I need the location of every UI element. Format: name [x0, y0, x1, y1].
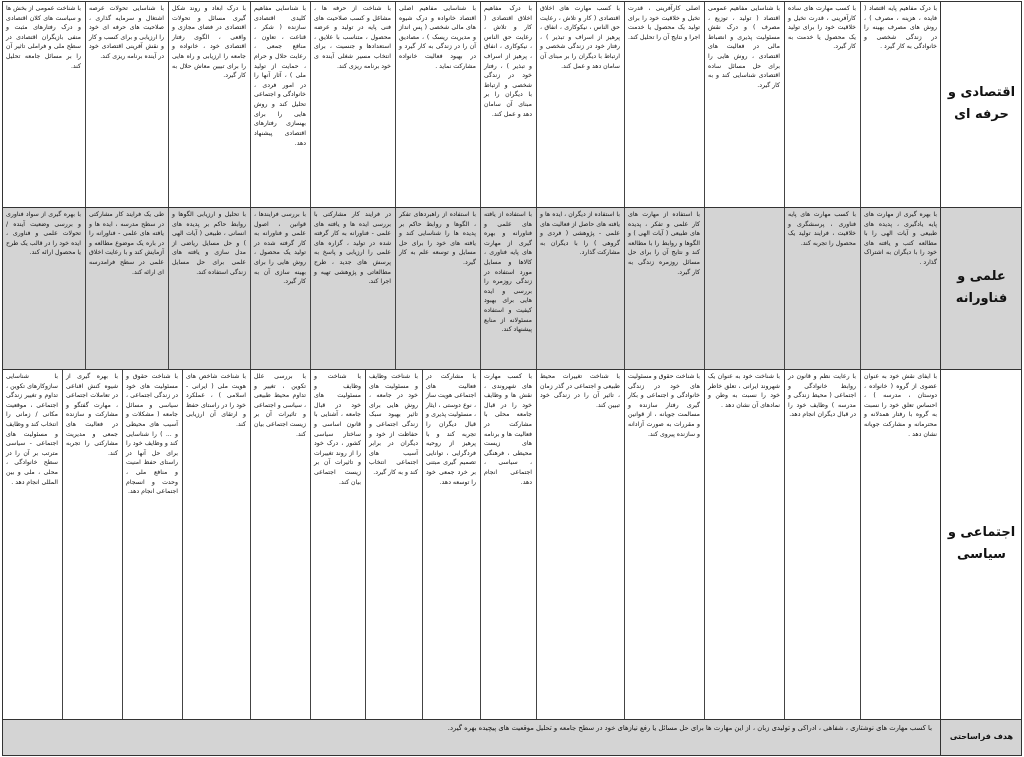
objective-cell: با کسب مهارت های شهروندی ، نقش ها و وظایف خود را در قبال جامعه محلی با مشارکت در فعالیت ها و برنامه های زیست محیطی ، فرهنگی ، سیاسی ، اجتماعی انجام دهد.	[480, 369, 536, 719]
objective-cell: با شناسایی مفاهیم اصلی اقتصاد خانواده و درک شیوه های مالی شخصی ( پس انداز و مدیریت ریسک ) ، مصادیق آن را در زندگی به کار گیرد و در بهبود فعالیت خانواده مشارکت نماید .	[395, 1, 480, 207]
objective-cell: با شناخت و وظایف و مسئولیت های خود در قبال جامعه ، آشنایی با قانون اساسی و ساختار سیاسی کشور ، درک خود را از روند تغییرات و تاثیرات آن بر زیست اجتماعی بیان کند.	[310, 369, 365, 719]
objective-cell: با بهره گیری از سواد فناوری و بررسی وضعیت آینده / تحولات علمی و فناوری ، ایده خود را در قالب یک طرح یا محصول ارائه کند.	[2, 207, 85, 369]
row-label-scientific: علمی و فناورانه	[940, 207, 1022, 369]
objective-cell: با بررسی فرایندها ، قوانین ، اصول علمی و فناورانه به کار گرفته شده در تولید یک محصول ، روش هایی را برای بهینه سازی آن به کار گیرد.	[250, 207, 310, 369]
objective-cell	[704, 207, 784, 369]
objective-cell: با درک ابعاد و روند شکل گیری مسائل و تحولات اقتصادی در فضای مجازی و واقعی ، الگوی رفتار اقتصادی خود ، خانواده و جامعه را ارزیابی و راه هایی را برای تبیین معاش حلال به کار گیرد.	[168, 1, 250, 207]
row-divider	[2, 207, 1022, 208]
objective-cell	[0, 369, 2, 719]
objective-cell: با شناخت عمومی از بخش ها و سیاست های کلان اقتصادی و درک رفتارهای مثبت و منفی بازیگران اقتصادی در سطح ملی و فراملی تاثیر آن را بر مسائل جامعه تحلیل کند.	[2, 1, 85, 207]
objective-cell: با شناسایی مفاهیم کلیدی اقتصادی سازنده ( شکر ، قناعت ، تعاون ، منافع جمعی ، رعایت حلال و حرام ، حمایت از تولید ملی ) ، آثار آنها را در امور فردی ، خانوادگی و اجتماعی تحلیل کند و روش هایی را برای بهسازی رفتارهای اقتصادی پیشنهاد دهد.	[250, 1, 310, 207]
objective-cell: با استفاده از مهارت های کار علمی و تفکر ، پدیده های طبیعی ( آیات الهی ) و الگوها و روابط را با مطالعه کند و نتایج آن را برای حل مسائل روزمره زندگی به کار گیرد.	[624, 207, 704, 369]
row-label-social: اجتماعی و سیاسی	[940, 369, 1022, 719]
row-divider	[2, 369, 1022, 370]
objective-cell: در فرایند کار مشارکتی با بررسی ایده ها و یافته های علمی - فناورانه به کار گرفته شده در تولید ، گزاره های علمی را ارزیابی و پاسخ به پرسش های جدید ، طرح مطالعاتی و پژوهشی تهیه و اجرا کند.	[310, 207, 395, 369]
row-social	[2, 369, 1022, 719]
objective-cell: طی یک فرایند کار مشارکتی در سطح مدرسه ، ایده ها و یافته های علمی - فناورانه را در باره یک موضوع مطالعه و آزمایش کند و با رعایت اخلاق علمی در سطح فرامدرسه ای ارائه کند.	[85, 207, 168, 369]
goal-label: هدف فراساحتی	[940, 719, 1022, 756]
objective-cell: با شناخت حقوق و مسئولیت های خود در زندگی خانوادگی و اجتماعی و بکار گیری رفتار سازنده و مسالمت جویانه ، از قوانین و مقررات به صورت آزادانه و سازنده پیروی کند.	[624, 369, 704, 719]
row-divider	[2, 719, 1022, 720]
objective-cell: با مشارکت در فعالیت های اجتماعی هویت ساز ، نوع دوستی ، ایثار ، مسئولیت پذیری و قبال دیگران را تجربه کند و با پرهیز از روحیه فردگرایی ، توانایی تصمیم گیری مبتنی بر خرد جمعی خود را توسعه دهد.	[422, 369, 480, 719]
row-goal	[2, 719, 1022, 756]
objective-cell: با ایفای نقش خود به عنوان عضوی از گروه ( خانواده ، دوستان ، مدرسه ) ، احساس تعلق خود را نسبت به گروه با رفتار همدلانه و محترمانه و مشارکت جویانه نشان دهد .	[860, 369, 941, 719]
objective-cell: با استفاده از راهبردهای تفکر ، الگوها و روابط حاکم بر پدیده ها را شناسایی کند و یافته های خود را برای حل مسایل و توسعه علم به کار گیرد.	[395, 207, 480, 369]
objective-cell: با کسب مهارت های ساده کارآفرینی ، قدرت تخیل و خلاقیت خود را برای تولید یک محصول یا خدمت به کار گیرد.	[784, 1, 860, 207]
objective-cell: با استفاده از دیگران ، ایده ها و یافته های حاصل از فعالیت های علمی - پژوهشی ( فردی و گروهی ) را با دیگران به مشارکت گذارد.	[536, 207, 624, 369]
objective-cell: با بررسی علل تکوین ، تغییر و تداوم محیط طبیعی ، سیاسی و اجتماعی و تاثیرات آن بر زیست اجتماعی بیان کند.	[250, 369, 310, 719]
objective-cell: با شناسایی مفاهیم عمومی اقتصاد ( تولید ، توزیع ، مصرف ) و درک نقش مسئولیت پذیری و انضباط مالی در فعالیت های اقتصادی ، روش هایی را برای حل مسائل ساده اقتصادی شناسایی کند و به کار گیرد.	[704, 1, 784, 207]
row-label-economic: اقتصادی و حرفه ای	[940, 1, 1022, 207]
objective-cell: با کسب مهارت های اخلاق اقتصادی ( کار و تلاش ، رعایت حق الناس ، نیکوکاری ، انفاق ، پرهیز از اسراف و تبذیر ) ، رفتار خود در زندگی شخصی و ارتباط با دیگران را بر مبنای آن سامان دهد و عمل کند.	[536, 1, 624, 207]
objective-cell: اصلی کارآفرینی ، قدرت تخیل و خلاقیت خود را برای تولید یک محصول یا خدمت اجرا و نتایج آن را تحلیل کند.	[624, 1, 704, 207]
row-economic	[2, 1, 1022, 207]
objective-cell: با بهره گیری از مهارت های پایه یادگیری ، پدیده های طبیعی و آیات الهی را با مطالعه کتب و یافته های خود را با دیگران به اشتراک گذارد .	[860, 207, 941, 369]
objective-cell: با شناخت شاخص های هویت ملی ( ایرانی - اسلامی ) ، عملکرد خود را در راستای حفظ و ارتقای آن ارزیابی کند.	[182, 369, 250, 719]
objective-cell: با درک مفاهیم پایه اقتصاد ( فایده ، هزینه ، مصرف ) ، روش های مصرف بهینه را در زندگی شخصی و خانوادگی به کار گیرد .	[860, 1, 941, 207]
objective-cell: با شناخت وظایف و مسئولیت های خود در جامعه ، روش هایی برای تاثیر بهبود سبک زندگی اجتماعی و حفاظت از خود و دیگران در برابر آسیب های اجتماعی انتخاب کند و به کار گیرد.	[365, 369, 422, 719]
objective-cell: با کسب مهارت های پایه فناوری ، پرسشگری و خلاقیت ، فرایند تولید یک محصول را تجربه کند.	[784, 207, 860, 369]
objective-cell: با شناسایی سازوکارهای تکوین ، تداوم و تغییر زندگی اجتماعی ، موقعیت مکانی / زمانی را انتخاب کند و وظایف و مسئولیت های اجتماعی - سیاسی مترتب بر آن را در سطح خانوادگی ، محلی ، ملی و بین المللی انجام دهد .	[2, 369, 62, 719]
objective-cell: با شناخت حقوق و مسئولیت های خود در زندگی اجتماعی ، سیاسی و مسائل جامعه ( مشکلات و آسیب های محیطی و ... ) را شناسایی کند و وظایف خود را برای حل آنها در راستای حفظ امنیت و منافع ملی ، وحدت و انسجام اجتماعی انجام دهد.	[122, 369, 182, 719]
objective-cell: با شناخت تغییرات محیط طبیعی و اجتماعی در گذر زمان ، تاثیر آن را در زندگی خود تبیین کند.	[536, 369, 624, 719]
row-scientific	[2, 207, 1022, 369]
objective-cell: با شناسایی تحولات عرصه اشتغال و سرمایه گذاری ، صلاحیت های حرفه ای خود را ارزیابی و برای کسب و کار و نقش آفرینی اقتصادی خود در آینده برنامه ریزی کند.	[85, 1, 168, 207]
objective-cell: با استفاده از یافته های علمی و فناورانه و بهره گیری از مهارت های پایه فناوری ، کالاها و مسایل مورد استفاده در زندگی روزمره را بررسی و ایده هایی برای بهبود کیفیت و استفاده مسئولانه از منابع پیشنهاد کند.	[480, 207, 536, 369]
objective-cell: با شناخت خود به عنوان یک شهروند ایرانی ، تعلق خاطر خود را نسبت به وطن و نمادهای آن نشان دهد .	[704, 369, 784, 719]
goal-text: با کسب مهارت های نوشتاری ، شفاهی ، ادراکی و تولیدی زبان ، از این مهارت ها برای حل مسائل یا رفع نیازهای خود در سطح جامعه و تحلیل موقعیت های پیچیده بهره گیرد.	[447, 724, 932, 732]
objective-cell: با تحلیل و ارزیابی الگوها و روابط حاکم بر پدیده های انسانی ، طبیعی ( آیات الهی ) و حل مسایل ریاضی از مدل سازی و یافته های علمی برای حل مسایل زندگی استفاده کند.	[168, 207, 250, 369]
objective-cell: با رعایت نظم و قانون در روابط خانوادگی و اجتماعی ( محیط زندگی و مدرسه ) وظایف خود را در قبال دیگران انجام دهد.	[784, 369, 860, 719]
objective-cell: با شناخت از حرفه ها ، مشاغل و کسب صلاحیت های فنی پایه در تولید و عرضه محصول ، متناسب با علایق ، استعدادها و جنسیت ، برای انتخاب مسیر شغلی آینده ی خود برنامه ریزی کند.	[310, 1, 395, 207]
objective-cell: با بهره گیری از شیوه کنش اقناعی در تعاملات اجتماعی ، مهارت گفتگو و مشارکت و سازنده در فعالیت های جمعی و مدیریت مشارکتی را تجربه کند.	[62, 369, 122, 719]
objective-cell: با درک مفاهیم اخلاق اقتصادی ( کار و تلاش ، رعایت حق الناس ، نیکوکاری ، انفاق ، پرهیز از اسراف و تبذیر ) ، رفتار خود در زندگی شخصی و ارتباط با دیگران را بر مبنای آن سامان دهد و عمل کند.	[480, 1, 536, 207]
